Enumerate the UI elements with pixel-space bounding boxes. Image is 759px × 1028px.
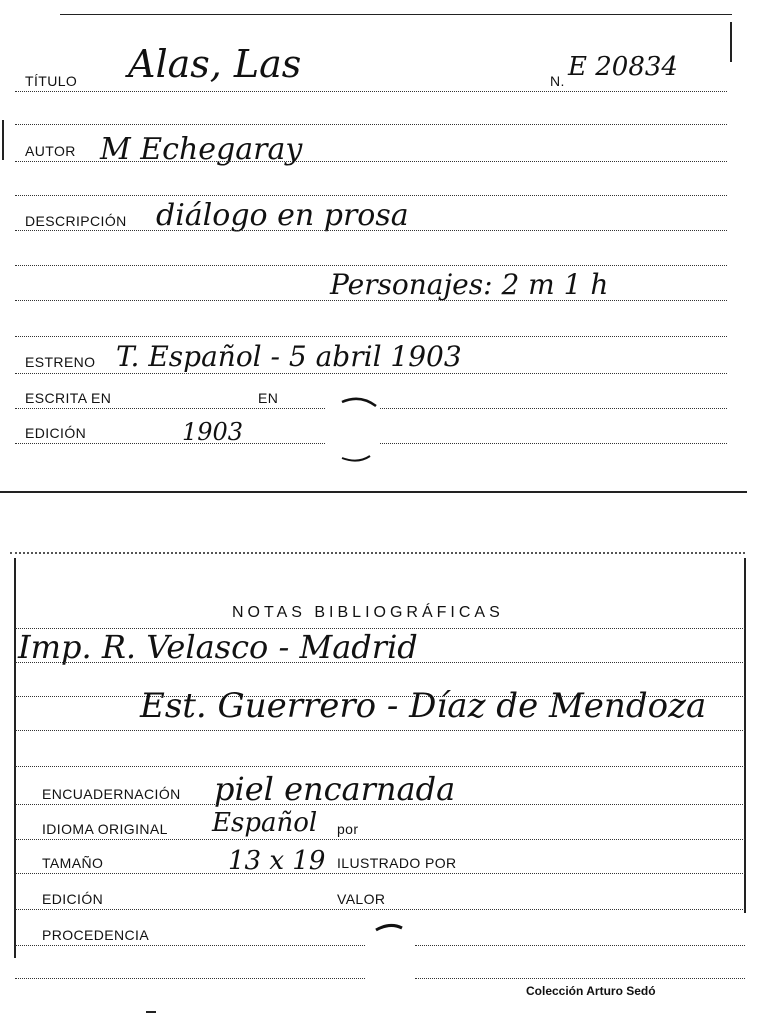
blank-line-4 [15, 336, 727, 337]
notas-line-1 [15, 628, 745, 629]
final-line-left [15, 978, 365, 979]
encuadernacion-line [15, 804, 745, 805]
card-separator [0, 491, 747, 493]
edicion-bottom-line [15, 909, 745, 910]
coleccion-text: Colección Arturo Sedó [526, 984, 656, 998]
blank-line-2 [15, 195, 727, 196]
encuadernacion-value: piel encarnada [214, 770, 456, 808]
top-card-border-left [2, 120, 4, 160]
notas-title: NOTAS BIBLIOGRÁFICAS [232, 604, 504, 621]
procedencia-line-right [415, 945, 745, 946]
edicion-top-label: EDICIÓN [25, 425, 87, 441]
tamano-line [15, 873, 745, 874]
en-label: EN [258, 390, 279, 406]
blank-line-3 [15, 265, 727, 266]
procedencia-line-left [15, 945, 365, 946]
blank-line-1 [15, 124, 727, 125]
bottom-card-border-left [14, 558, 16, 958]
imprenta-value: Imp. R. Velasco - Madrid [18, 628, 418, 666]
bottom-card-border-right [744, 558, 746, 913]
punch-hole-mark-bottom [370, 918, 410, 938]
autor-line [15, 161, 727, 162]
titulo-value: Alas, Las [128, 42, 302, 86]
escrita-label: ESCRITA EN [25, 390, 112, 406]
edicion-line-right [380, 443, 727, 444]
descripcion-label: DESCRIPCIÓN [25, 213, 127, 229]
edicion-bottom-label: EDICIÓN [42, 891, 104, 907]
procedencia-label: PROCEDENCIA [42, 927, 150, 943]
tamano-value: 13 x 19 [228, 846, 326, 876]
personajes-value: Personajes: 2 m 1 h [330, 268, 609, 301]
valor-label: VALOR [337, 891, 386, 907]
personajes-line [15, 300, 727, 301]
idioma-label: IDIOMA ORIGINAL [42, 821, 168, 837]
top-card-border-top [60, 14, 732, 15]
titulo-line [15, 91, 727, 92]
titulo-label: TÍTULO [25, 73, 78, 89]
estreno-line [15, 373, 727, 374]
autor-value: M Echegaray [100, 132, 303, 167]
edicion-top-value: 1903 [182, 418, 244, 446]
encuadernacion-label: ENCUADERNACIÓN [42, 786, 181, 802]
estreno-label: ESTRENO [25, 354, 96, 370]
numero-label: N. [550, 73, 565, 89]
bottom-mark [146, 1011, 156, 1013]
ilustrado-label: ILUSTRADO POR [337, 855, 457, 871]
edicion-line-left [15, 443, 325, 444]
idioma-value: Español [212, 808, 318, 838]
notas-line-4 [15, 730, 745, 731]
autor-label: AUTOR [25, 143, 76, 159]
estreno-value: T. Español - 5 abril 1903 [116, 340, 462, 373]
numero-value: E 20834 [568, 52, 678, 82]
notas-line-5 [15, 766, 745, 767]
bottom-card-top-edge [10, 552, 745, 554]
escrita-line-left [15, 408, 325, 409]
por-label: por [337, 821, 359, 837]
top-card-border-right [730, 22, 732, 62]
tamano-label: TAMAÑO [42, 855, 104, 871]
descripcion-value: diálogo en prosa [156, 198, 409, 233]
estilo-value: Est. Guerrero - Díaz de Mendoza [140, 686, 707, 726]
escrita-line-right [380, 408, 727, 409]
notas-line-2 [15, 662, 745, 663]
punch-hole-mark [330, 390, 390, 470]
idioma-line [15, 839, 745, 840]
descripcion-line [15, 230, 727, 231]
final-line-right [415, 978, 745, 979]
